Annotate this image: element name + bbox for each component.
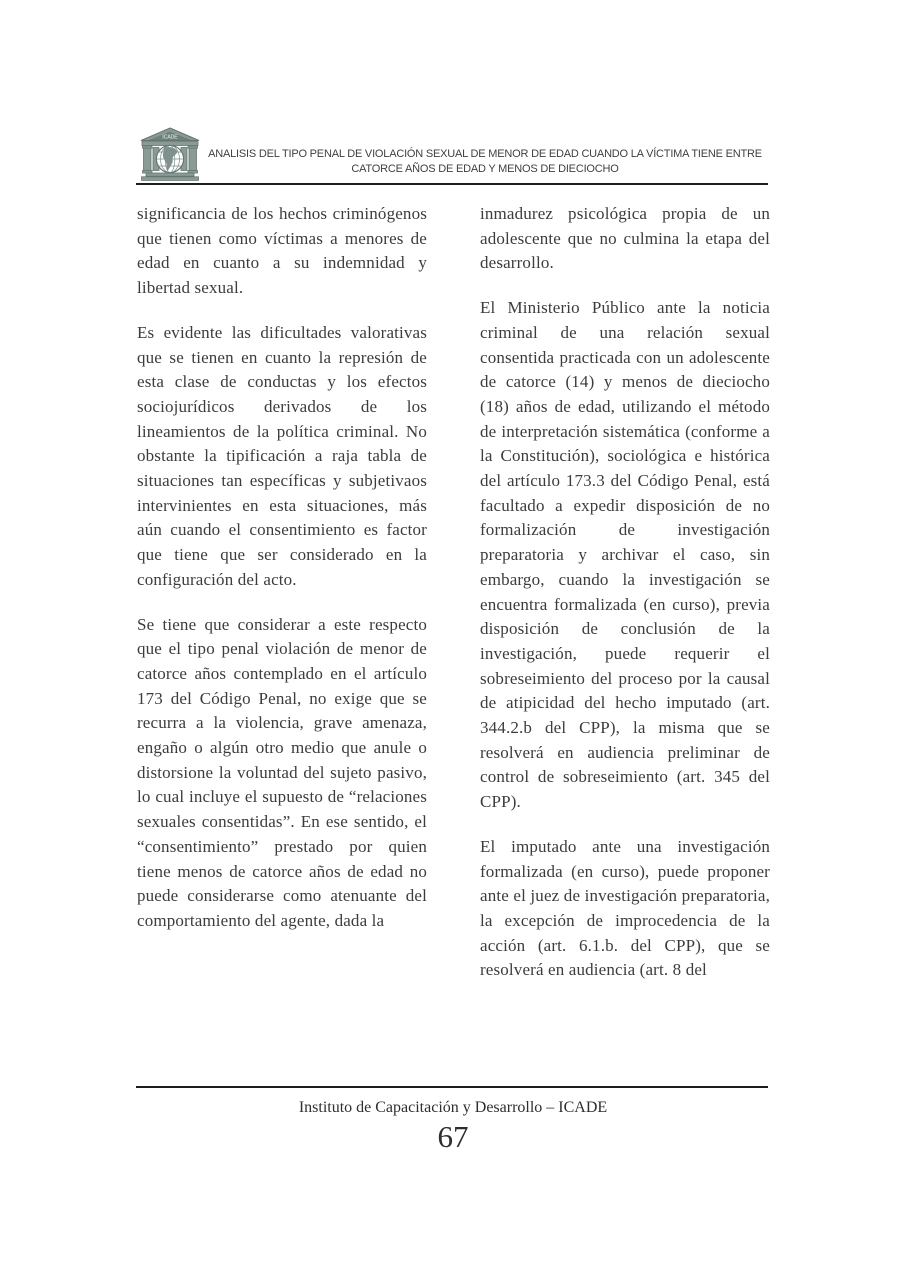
footer-rule xyxy=(136,1086,768,1088)
running-header-title: ANALISIS DEL TIPO PENAL DE VIOLACIÓN SEXUAL DE MENOR DE EDAD CUANDO LA VÍCTIMA TIENE ENTRE CATORCE AÑOS DE EDAD Y MENOS DE DIECIOCHO xyxy=(208,148,762,175)
body-paragraph: El imputado ante una investigación formalizada (en curso), puede proponer ante el juez de investigación preparatoria, la excepción de improcedencia de la acción (art. 6.1.b. del CPP), que se resolverá en audiencia (art. 8 del xyxy=(480,836,770,980)
temple-globe-icon xyxy=(139,127,201,184)
left-column xyxy=(137,202,427,1003)
page-number: 67 xyxy=(437,1119,469,1154)
body-paragraph: Se tiene que considerar a este respecto que el tipo penal violación de menor de catorce años contemplado en el artículo 173 del Código Penal, no exige que se recurra a la violencia, grave amenaza, engaño o algún otro medio que anule o distorsione la voluntad del sujeto pasivo, lo cual incluye el supuesto de “relaciones sexuales consentidas”. En ese sentido, el “consentimiento” prestado por quien tiene menos de catorce años de edad no puede considerarse como atenuante del comportamiento del agente, dada la xyxy=(137,614,427,930)
header-rule xyxy=(136,183,768,185)
body-paragraph: El Ministerio Público ante la noticia criminal de una relación sexual consentida practicada con un adolescente de catorce (14) y menos de dieciocho (18) años de edad, utilizando el método de interpretación sistemática (conforme a la Constitución), sociológica e histórica del artículo 173.3 del Código Penal, está facultado a expedir disposición de no formalización de investigación preparatoria y archivar el caso, sin embargo, cuando la investigación se encuentra formalizada (en curso), previa disposición de conclusión de la investigación, puede requerir el sobreseimiento del proceso por la causal de atipicidad del hecho imputado (art. 344.2.b del CPP), la misma que se resolverá en audiencia preliminar de control de sobreseimiento (art. 345 del CPP). xyxy=(480,298,770,812)
body-paragraph: significancia de los hechos criminógenos que tienen como víctimas a menores de edad en cuanto a su indemnidad y libertad sexual. xyxy=(137,204,427,298)
footer-institute: Instituto de Capacitación y Desarrollo – ICADE xyxy=(298,1099,608,1116)
right-column xyxy=(480,202,770,1003)
body-paragraph: Es evidente las dificultades valorativas que se tienen en cuanto la represión de esta clase de conductas y los efectos sociojurídicos derivados de los lineamientos de la política criminal. No obstante la tipificación a raja tabla de situaciones tan específicas y subjetivaos intervinientes en esta situaciones, más aún cuando el consentimiento es factor que tiene que ser considerado en la configuración del acto. xyxy=(137,322,427,589)
two-column-text xyxy=(137,202,771,1003)
logo-text: ICADE xyxy=(162,134,178,141)
body-paragraph: inmadurez psicológica propia de un adolescente que no culmina la etapa del desarrollo. xyxy=(480,204,770,273)
icade-logo xyxy=(139,127,201,184)
